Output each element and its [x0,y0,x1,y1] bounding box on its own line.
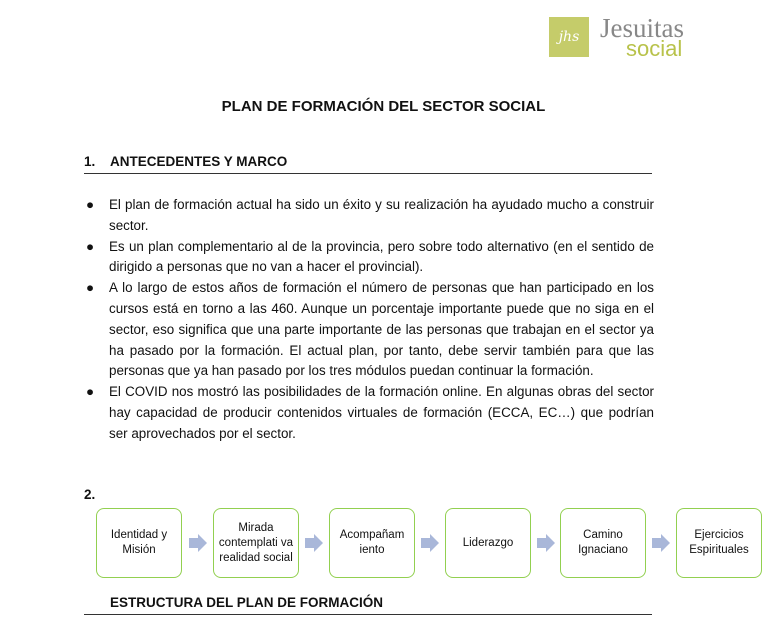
logo-mark: jhs [549,17,589,57]
section-title: ANTECEDENTES Y MARCO [110,154,288,169]
list-item [84,237,654,279]
list-item-text: El COVID nos mostró las posibilidades de la formación online. En algunas obras del sector hay capacidad de producir contenidos virtuales de formación (ECCA, EC…) que podrían ser aprovechados por el sector. [109,384,654,441]
flow-step: Identidad y Misión [96,508,182,578]
flow-step: Ejercicios Espirituales [676,508,762,578]
flow-step: Mirada contemplati va realidad social [213,508,299,578]
bullet-icon: ● [86,384,95,400]
flow-step: Acompañam iento [329,508,415,578]
document-title: PLAN DE FORMACIÓN DEL SECTOR SOCIAL [221,98,546,115]
list-item [84,382,654,444]
list-item-text: Es un plan complementario al de la provincia, pero sobre todo alternativo (en el sentido de dirigido a personas que no van a hacer el provincial). [109,238,654,275]
list-item [84,195,654,237]
jesuitas-social-logo [549,13,689,61]
section-2-number: 2. [84,487,96,502]
list-item [84,278,654,382]
section-number: 1. [84,154,96,169]
logo-text-jesuitas: Jesuitas [600,13,684,43]
section-2-heading: ESTRUCTURA DEL PLAN DE FORMACIÓN [84,595,652,615]
list-item-text: El plan de formación actual ha sido un éxito y su realización ha ayudado mucho a construir sector. [109,197,654,233]
bullet-icon: ● [86,280,95,296]
list-item-text: A lo largo de estos años de formación el número de personas que han participado en los cursos está en torno a las 460. Aunque un porcentaje importante puede que no siga en el sector, eso significa que una parte importante de las personas que trabajan en el sector ya ha pasado por la formación. El actual plan, por tanto, debe servir también para que las personas que ya han pasado por los tres módulos puedan continuar la formación. [109,280,654,379]
flow-step: Liderazgo [445,508,531,578]
bullet-icon: ● [86,197,95,212]
flow-step: Camino Ignaciano [560,508,646,578]
logo-text-social: social [626,36,683,61]
section-1-heading [84,154,652,174]
bullet-icon: ● [86,238,95,254]
bullet-list [84,195,654,445]
